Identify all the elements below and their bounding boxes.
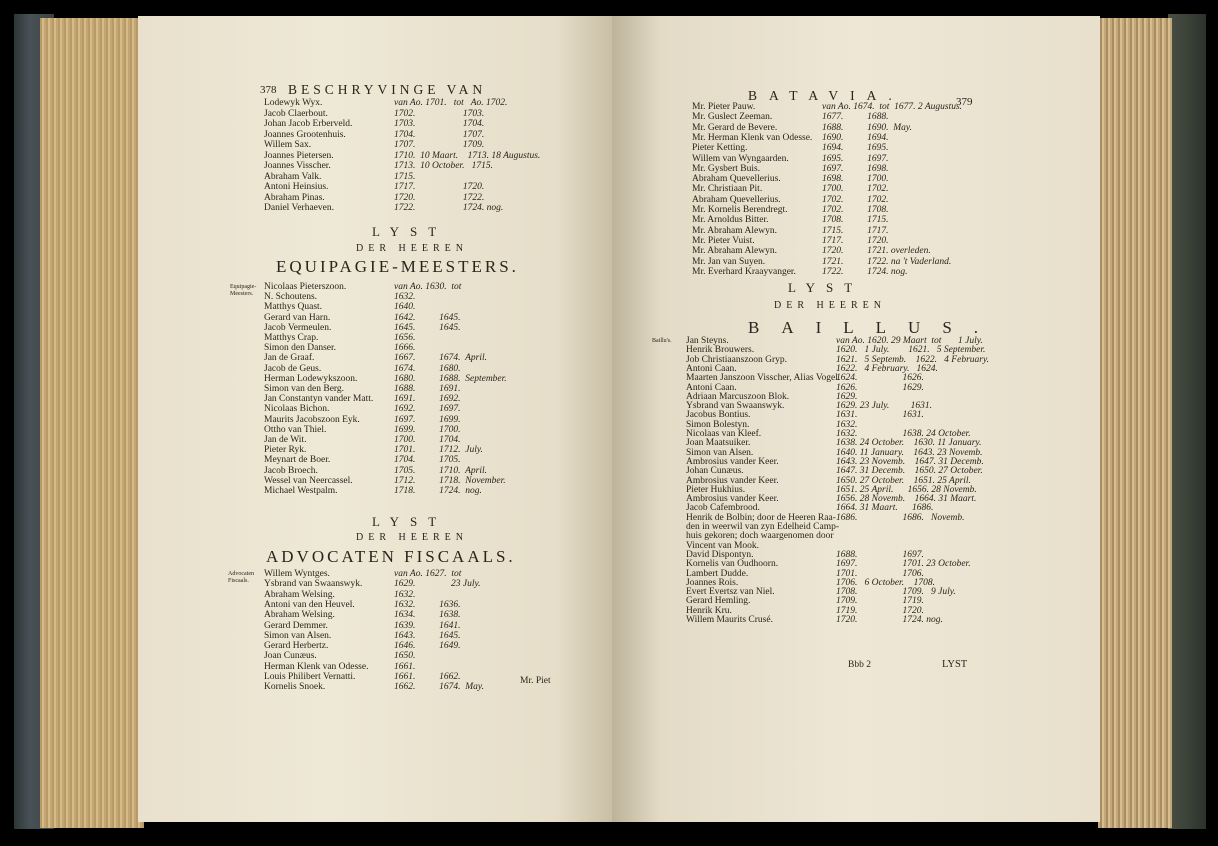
entry-name: Herman Lodewykszoon. bbox=[264, 373, 358, 384]
entry-dates: 1664. 31 Maart. 1686. bbox=[836, 503, 934, 514]
entry-name: Meynart de Boer. bbox=[264, 455, 331, 466]
entry-name: Pieter Ketting. bbox=[692, 143, 748, 154]
section-der-heeren-2: DER HEEREN bbox=[356, 532, 468, 543]
entry-dates: 1722. 1724. nog. bbox=[394, 203, 504, 213]
entry-dates: van Ao. 1627. tot bbox=[394, 569, 462, 579]
entry-name: Ambrosius vander Keer. bbox=[686, 456, 779, 467]
right-page bbox=[612, 16, 1100, 822]
entry-name: Nicolaas Pieterszoon. bbox=[264, 282, 347, 292]
entry-dates: 1667. 1674. April. bbox=[394, 353, 487, 364]
entry-dates: 1720. 1721. overleden. bbox=[822, 246, 931, 257]
entry-name: Jan Steyns. bbox=[686, 336, 729, 346]
entry-dates: 1661. bbox=[394, 661, 416, 672]
entry-name: Maurits Jacobszoon Eyk. bbox=[264, 414, 360, 425]
section-title-equipagie: EQUIPAGIE-MEESTERS. bbox=[276, 257, 519, 276]
entry-name: Simon den Danser. bbox=[264, 343, 337, 354]
entry-dates: 1647. 31 Decemb. 1650. 27 October. bbox=[836, 466, 983, 477]
entry-name: Simon van den Berg. bbox=[264, 384, 345, 394]
entry-name: Simon van Alsen. bbox=[686, 447, 754, 458]
section-lyst-heading-right: LYST bbox=[788, 280, 864, 295]
entry-name: Abraham Quevellerius. bbox=[692, 194, 781, 205]
section-der-heeren-right: DER HEEREN bbox=[774, 300, 886, 311]
entry-name: Mr. Jan van Suyen. bbox=[692, 256, 766, 267]
entry-name: Abraham Welsing. bbox=[264, 610, 335, 621]
entry-name: Joannes Grootenhuis. bbox=[264, 129, 346, 140]
entry-name: Louis Philibert Vernatti. bbox=[264, 672, 356, 682]
entry-dates: van Ao. 1674. tot 1677. 2 Augustus. bbox=[822, 102, 963, 112]
entry-dates: 1677. 1688. bbox=[822, 112, 889, 123]
entry-name: Mr. Arnoldus Bitter. bbox=[692, 215, 769, 226]
entry-name: huis gekoren; doch waargenomen door bbox=[686, 531, 834, 542]
page-number-right: 379 bbox=[956, 96, 973, 108]
entry-dates: 1707. 1709. bbox=[394, 140, 485, 150]
baillus-list bbox=[686, 336, 1006, 626]
entry-name: den in weerwil van zyn Edelheid Camp- bbox=[686, 522, 840, 532]
entry-name: Jacob Vermeulen. bbox=[264, 322, 332, 333]
entry-name: Johan Jacob Erberveld. bbox=[264, 119, 353, 129]
entry-name: Joan Cunæus. bbox=[264, 651, 317, 662]
entry-name: Kornelis van Oudhoorn. bbox=[686, 559, 779, 570]
side-note-advocaten: Advocaten Fiscaals. bbox=[228, 571, 254, 584]
entry-dates: 1702. 1708. bbox=[822, 205, 889, 215]
entry-name: Nicolaas van Kleef. bbox=[686, 429, 762, 439]
entry-name: Jacob Cafembrood. bbox=[686, 503, 760, 514]
entry-dates: 1705. 1710. April. bbox=[394, 465, 487, 476]
entry-name: Gerard Demmer. bbox=[264, 620, 328, 631]
entry-dates: 1643. 23 Novemb. 1647. 31 Decemb. bbox=[836, 456, 984, 467]
section-der-heeren: DER HEEREN bbox=[356, 243, 468, 254]
entry-name: Mr. Abraham Alewyn. bbox=[692, 225, 777, 236]
entry-name: Mr. Herman Klenk van Odesse. bbox=[692, 132, 813, 143]
entry-dates: 1720. 1724. nog. bbox=[836, 615, 943, 625]
page-number: 378 bbox=[260, 84, 277, 96]
entry-dates: 1697. 1699. bbox=[394, 414, 461, 425]
entry-dates: 1713. 10 October. 1715. bbox=[394, 161, 493, 171]
entry-name: Joannes Pietersen. bbox=[264, 150, 334, 161]
entry-dates: 1706. 6 October. 1708. bbox=[836, 577, 935, 588]
entry-name: Ysbrand van Swaanswyk. bbox=[264, 579, 363, 590]
entry-name: Mr. Pieter Pauw. bbox=[692, 102, 756, 112]
entry-name: Daniel Verhaeven. bbox=[264, 203, 334, 213]
entry-dates: 1699. 1700. bbox=[394, 424, 461, 435]
entry-dates: 1708. 1715. bbox=[822, 215, 889, 226]
entry-dates: 1704. 1705. bbox=[394, 455, 461, 466]
entry-name: Lodewyk Wyx. bbox=[264, 98, 323, 108]
page-edges-left bbox=[40, 18, 144, 828]
entry-dates: 1632. 1638. 24 October. bbox=[836, 429, 971, 439]
side-note-baillus: Baillu's. bbox=[652, 338, 672, 344]
entry-dates: 1715. 1717. bbox=[822, 225, 889, 236]
entry-name: Jacob Broech. bbox=[264, 465, 318, 476]
entry-dates: 1626. 1629. bbox=[836, 382, 924, 393]
entry-dates: 1717. 1720. bbox=[822, 235, 889, 246]
entry-name: Job Christiaanszoon Gryp. bbox=[686, 354, 788, 365]
book-cover-right bbox=[1168, 14, 1206, 829]
entry-dates: van Ao. 1701. tot Ao. 1702. bbox=[394, 98, 508, 108]
entry-name: Jacob Claerbout. bbox=[264, 108, 328, 119]
entry-dates: 1712. 1718. November. bbox=[394, 475, 506, 486]
section-title-baillus: BAILLUS. bbox=[748, 318, 1001, 337]
entry-dates: 1700. 1702. bbox=[822, 184, 889, 195]
entry-name: Michael Westpalm. bbox=[264, 486, 338, 496]
entry-dates: 1650. 27 October. 1651. 25 April. bbox=[836, 475, 971, 486]
entry-dates: 1624. 1626. bbox=[836, 373, 924, 384]
entry-name: Matthys Quast. bbox=[264, 302, 323, 313]
entry-name: Evert Evertsz van Niel. bbox=[686, 587, 775, 598]
entry-dates: 1715. bbox=[394, 171, 416, 182]
entry-dates: 1639. 1641. bbox=[394, 620, 461, 631]
section-lyst-heading: LYST bbox=[372, 224, 448, 239]
entry-dates: 1632. 1636. bbox=[394, 599, 461, 610]
catchword-left: Mr. Piet bbox=[520, 676, 551, 686]
entry-dates: 1709. 1719. bbox=[836, 596, 924, 607]
entry-name: Matthys Crap. bbox=[264, 333, 319, 343]
entry-name: Simon Bolestyn. bbox=[686, 419, 750, 430]
entry-dates: 1686. 1686. Novemb. bbox=[836, 512, 965, 523]
entry-name: Joannes Rois. bbox=[686, 577, 739, 588]
entry-name: Herman Klenk van Odesse. bbox=[264, 661, 369, 672]
entry-dates: 1718. 1724. nog. bbox=[394, 486, 482, 496]
entry-dates: 1710. 10 Maart. 1713. 18 Augustus. bbox=[394, 150, 541, 161]
entry-name: Abraham Valk. bbox=[264, 171, 322, 182]
entry-dates: 1666. bbox=[394, 343, 416, 354]
entry-dates: 1620. 1 July. 1621. 5 September. bbox=[836, 345, 986, 356]
entry-dates: 1702. 1703. bbox=[394, 108, 485, 119]
left-page bbox=[138, 16, 612, 822]
equipagie-list bbox=[264, 282, 564, 502]
entry-dates: 1646. 1649. bbox=[394, 641, 461, 652]
entry-dates: 1688. 1690. May. bbox=[822, 122, 912, 133]
entry-name: Simon van Alsen. bbox=[264, 630, 332, 641]
entry-name: Gerard Hemling. bbox=[686, 596, 751, 607]
entry-dates: van Ao. 1620. 29 Maart tot 1 July. bbox=[836, 336, 983, 346]
entry-name: Jan de Graaf. bbox=[264, 353, 315, 364]
entry-dates: 1631. 1631. bbox=[836, 410, 924, 421]
entry-name: Mr. Guslect Zeeman. bbox=[692, 112, 773, 123]
entry-name: Maarten Janszoon Visscher, Alias Vogel. bbox=[686, 373, 841, 384]
entry-dates: 1688. 1697. bbox=[836, 549, 924, 560]
entry-dates: 1645. 1645. bbox=[394, 322, 461, 333]
entry-name: Joannes Visscher. bbox=[264, 161, 331, 171]
entry-dates: 1643. 1645. bbox=[394, 630, 461, 641]
entry-dates: 1674. 1680. bbox=[394, 363, 461, 374]
entry-name: Ottho van Thiel. bbox=[264, 424, 327, 435]
entry-dates: 1690. 1694. bbox=[822, 132, 889, 143]
entry-dates: 1638. 24 October. 1630. 11 January. bbox=[836, 438, 982, 449]
entry-name: Willem van Wyngaarden. bbox=[692, 153, 789, 164]
entry-name: Pieter Ryk. bbox=[264, 445, 307, 456]
entry-name: Antoni Caan. bbox=[686, 382, 737, 393]
entry-dates: 1642. 1645. bbox=[394, 312, 461, 323]
advocaten-list bbox=[264, 569, 564, 693]
entry-dates: 1632. bbox=[394, 589, 416, 600]
entry-name: Adriaan Marcuszoon Blok. bbox=[686, 391, 790, 402]
entry-name: Pieter Hukhius. bbox=[686, 484, 746, 495]
entry-dates: 1694. 1695. bbox=[822, 143, 889, 154]
catchword-right: LYST bbox=[942, 659, 968, 670]
entry-name: Henrik de Bolbin; door de Heeren Raa- bbox=[686, 512, 836, 523]
side-note-equipagie: Equipagie-Meesters. bbox=[230, 284, 257, 297]
entry-dates: 1701. 1712. July. bbox=[394, 445, 483, 456]
entry-name: Willem Sax. bbox=[264, 140, 312, 150]
entry-dates: 1702. 1702. bbox=[822, 194, 889, 205]
entry-dates: van Ao. 1630. tot bbox=[394, 282, 462, 292]
entry-name: Mr. Gerard de Bevere. bbox=[692, 122, 778, 133]
entry-dates: 1697. 1698. bbox=[822, 163, 889, 174]
top-list-right bbox=[692, 102, 992, 282]
entry-name: Mr. Pieter Vuist. bbox=[692, 235, 755, 246]
entry-name: Jan de Wit. bbox=[264, 435, 307, 445]
entry-name: Ambrosius vander Keer. bbox=[686, 494, 779, 505]
entry-name: Henrik Brouwers. bbox=[686, 345, 755, 356]
entry-name: Abraham Pinas. bbox=[264, 192, 325, 203]
entry-dates: 1656. 28 Novemb. 1664. 31 Maart. bbox=[836, 494, 977, 505]
entry-dates: 1704. 1707. bbox=[394, 129, 485, 140]
entry-dates: 1700. 1704. bbox=[394, 435, 461, 445]
entry-dates: 1688. 1691. bbox=[394, 384, 461, 394]
entry-name: Antoni van den Heuvel. bbox=[264, 599, 355, 610]
top-list bbox=[264, 98, 564, 218]
entry-dates: 1722. 1724. nog. bbox=[822, 266, 908, 277]
entry-name: Johan Cunæus. bbox=[686, 466, 744, 477]
entry-name: Mr. Gysbert Buis. bbox=[692, 163, 761, 174]
entry-dates: 1634. 1638. bbox=[394, 610, 461, 621]
entry-name: Mr. Christiaan Pit. bbox=[692, 184, 763, 195]
entry-name: David Dispontyn. bbox=[686, 549, 754, 560]
entry-name: Lambert Dudde. bbox=[686, 568, 749, 579]
entry-name: Willem Maurits Crusé. bbox=[686, 615, 773, 625]
entry-name: Jan Constantyn vander Matt. bbox=[264, 394, 374, 405]
running-head: BESCHRYVINGE VAN bbox=[288, 82, 487, 97]
signature-mark: Bbb 2 bbox=[848, 660, 871, 670]
entry-dates: 1629. bbox=[836, 391, 858, 402]
entry-dates: 1640. 11 January. 1643. 23 Novemb. bbox=[836, 447, 983, 458]
entry-dates: 1650. bbox=[394, 651, 416, 662]
entry-name: Abraham Quevellerius. bbox=[692, 174, 781, 185]
page-edges-right bbox=[1098, 18, 1172, 828]
section-lyst-heading-2: LYST bbox=[372, 514, 448, 529]
entry-name: Joan Maatsuiker. bbox=[686, 438, 751, 449]
entry-dates: 1691. 1692. bbox=[394, 394, 461, 405]
entry-name: Antoni Caan. bbox=[686, 363, 737, 374]
entry-name: Gerard van Harn. bbox=[264, 312, 331, 323]
entry-dates: 1661. 1662. bbox=[394, 672, 461, 682]
entry-name: Vincent van Mook. bbox=[686, 540, 760, 551]
entry-dates: 1656. bbox=[394, 333, 416, 343]
entry-name: Henrik Kru. bbox=[686, 605, 732, 616]
entry-name: Wessel van Neercassel. bbox=[264, 475, 353, 486]
entry-name: Gerard Herbertz. bbox=[264, 641, 329, 652]
entry-name: Mr. Abraham Alewyn. bbox=[692, 246, 777, 257]
entry-dates: 1622. 4 February. 1624. bbox=[836, 363, 938, 374]
entry-name: N. Schoutens. bbox=[264, 292, 318, 303]
entry-name: Ysbrand van Swaanswyk. bbox=[686, 401, 785, 412]
running-head-right: BATAVIA. bbox=[748, 88, 904, 103]
entry-dates: 1621. 5 Septemb. 1622. 4 February. bbox=[836, 354, 990, 365]
entry-dates: 1701. 1706. bbox=[836, 568, 924, 579]
entry-dates: 1708. 1709. 9 July. bbox=[836, 587, 956, 598]
entry-dates: 1721. 1722. na 't Vaderland. bbox=[822, 256, 952, 267]
entry-dates: 1695. 1697. bbox=[822, 153, 889, 164]
entry-name: Willem Wyntges. bbox=[264, 569, 330, 579]
entry-name: Mr. Everhard Kraayvanger. bbox=[692, 266, 796, 277]
entry-name: Antoni Heinsius. bbox=[264, 182, 329, 192]
entry-dates: 1629. 23 July. bbox=[394, 579, 481, 590]
entry-name: Abraham Welsing. bbox=[264, 589, 335, 600]
entry-dates: 1703. 1704. bbox=[394, 119, 485, 129]
entry-dates: 1719. 1720. bbox=[836, 605, 924, 616]
entry-dates: 1697. 1701. 23 October. bbox=[836, 559, 971, 570]
entry-name: Mr. Kornelis Berendregt. bbox=[692, 205, 788, 215]
entry-name: Jacob de Geus. bbox=[264, 363, 322, 374]
entry-dates: 1629. 23 July. 1631. bbox=[836, 401, 933, 412]
entry-dates: 1640. bbox=[394, 302, 416, 313]
entry-name: Ambrosius vander Keer. bbox=[686, 475, 779, 486]
entry-dates: 1632. bbox=[836, 419, 858, 430]
entry-dates: 1680. 1688. September. bbox=[394, 373, 507, 384]
entry-dates: 1692. 1697. bbox=[394, 404, 461, 415]
entry-dates: 1632. bbox=[394, 292, 416, 303]
entry-name: Jacobus Bontius. bbox=[686, 410, 751, 421]
section-title-advocaten: ADVOCATEN FISCAALS. bbox=[266, 547, 516, 566]
entry-dates: 1662. 1674. May. bbox=[394, 682, 484, 693]
entry-dates: 1717. 1720. bbox=[394, 182, 485, 192]
entry-name: Nicolaas Bichon. bbox=[264, 404, 330, 415]
entry-name: Kornelis Snoek. bbox=[264, 682, 326, 693]
entry-dates: 1651. 25 April. 1656. 28 Novemb. bbox=[836, 484, 977, 495]
entry-dates: 1720. 1722. bbox=[394, 192, 485, 203]
entry-dates: 1698. 1700. bbox=[822, 174, 889, 185]
